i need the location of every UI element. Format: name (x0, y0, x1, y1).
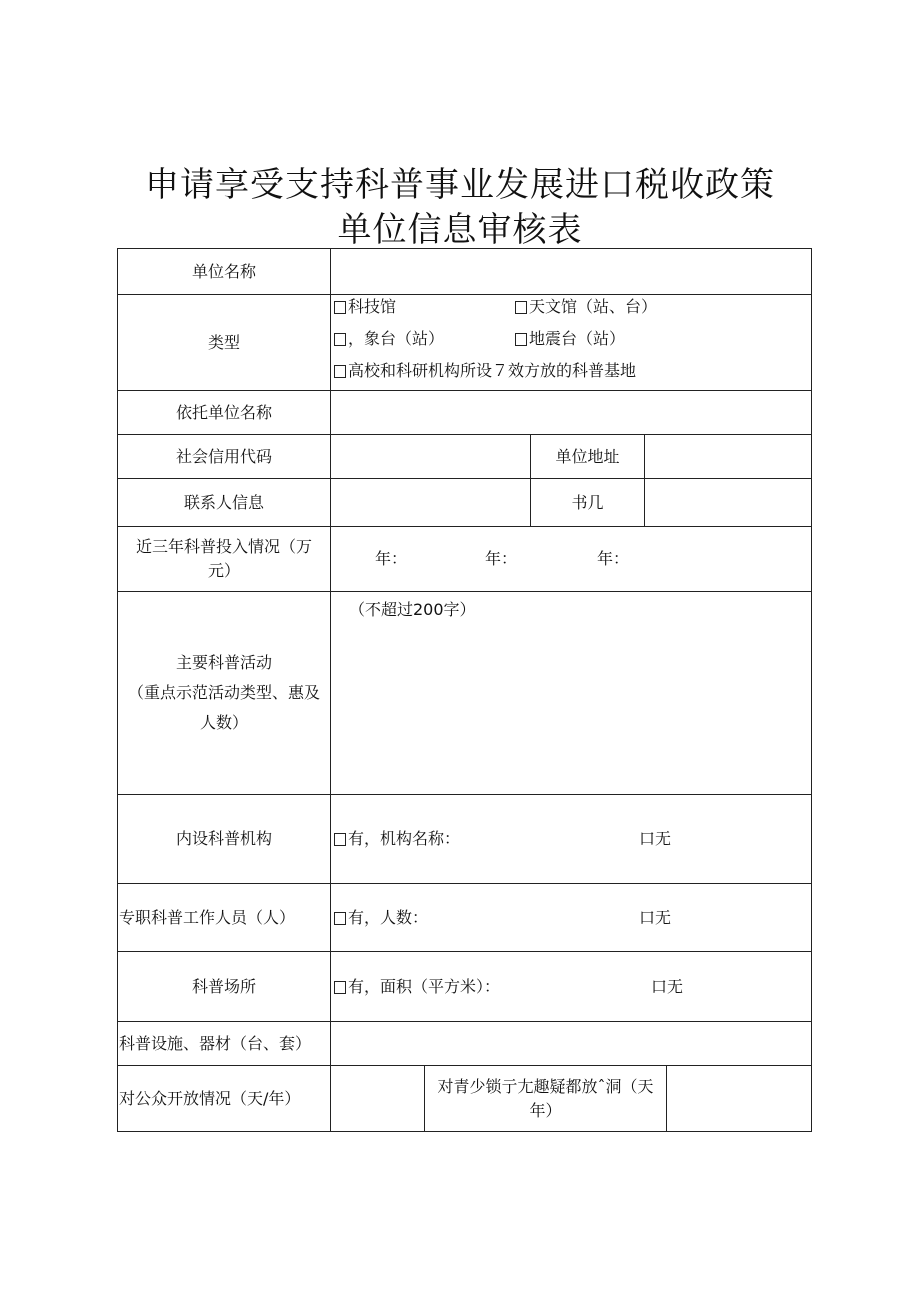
option-university-base[interactable]: 高校和科研机构所设７效方放的科普基地 (334, 359, 636, 383)
checkbox-icon[interactable] (334, 301, 346, 314)
staff-yes-option[interactable]: 有，人数： (334, 906, 428, 930)
open-days-field[interactable] (330, 1065, 425, 1132)
checkbox-icon[interactable] (334, 333, 346, 346)
activities-field[interactable] (330, 591, 812, 795)
equipment-field[interactable] (330, 1021, 812, 1066)
contact-field[interactable] (330, 478, 531, 527)
investment-label: 近三年科普投入情况（万 元） (117, 526, 331, 592)
org-label: 内设科普机构 (117, 794, 331, 884)
investment-year-1: 年： (375, 549, 408, 568)
credit-code-label: 社会信用代码 (117, 434, 331, 479)
option-meteorological-station[interactable]: ，象台（站） (334, 327, 444, 351)
investment-year-2: 年： (485, 549, 518, 568)
org-no-option[interactable]: 口无 (639, 829, 672, 848)
type-label: 类型 (117, 294, 331, 391)
venue-yes-option[interactable]: 有，面积（平方米）： (334, 975, 500, 999)
venue-field (330, 951, 812, 1022)
checkbox-icon[interactable] (515, 333, 527, 346)
venue-label: 科普场所 (117, 951, 331, 1022)
address-label: 单位地址 (530, 434, 645, 479)
open-days-label: 对公众开放情况（天/年） (117, 1065, 331, 1132)
org-field (330, 794, 812, 884)
org-yes-option[interactable]: 有，机构名称： (334, 827, 460, 851)
equipment-label: 科普设施、器材（台、套） (117, 1021, 331, 1066)
info-review-form (117, 248, 812, 1132)
checkbox-icon[interactable] (515, 301, 527, 314)
contact-label: 联系人信息 (117, 478, 331, 527)
phone-label: 书几 (530, 478, 645, 527)
form-title-line1: 申请享受支持科普事业发展进口税收政策 (145, 165, 775, 205)
type-options (330, 294, 812, 391)
investment-year-3: 年： (597, 549, 630, 568)
host-unit-label: 依托单位名称 (117, 390, 331, 435)
unit-name-field[interactable] (330, 248, 812, 295)
youth-open-days-field[interactable] (666, 1065, 812, 1132)
youth-open-days-label: 对青少锁亍尢趣疑都放ˆ洞（天 年） (424, 1065, 667, 1132)
checkbox-icon[interactable] (334, 365, 346, 378)
activities-hint: （不超过200字） (349, 600, 476, 619)
option-planetarium[interactable]: 天文馆（站、台） (515, 295, 657, 319)
unit-name-label: 单位名称 (117, 248, 331, 295)
option-science-museum[interactable]: 科技馆 (334, 295, 396, 319)
phone-field[interactable] (644, 478, 812, 527)
staff-no-option[interactable]: 口无 (639, 908, 672, 927)
checkbox-icon[interactable] (334, 912, 346, 925)
checkbox-icon[interactable] (334, 981, 346, 994)
activities-label: 主要科普活动 （重点示范活动类型、惠及 人数） (117, 591, 331, 795)
checkbox-icon[interactable] (334, 833, 346, 846)
credit-code-field[interactable] (330, 434, 531, 479)
investment-field[interactable] (330, 526, 812, 592)
staff-label: 专职科普工作人员（人） (117, 883, 331, 952)
host-unit-field[interactable] (330, 390, 812, 435)
address-field[interactable] (644, 434, 812, 479)
option-seismic-station[interactable]: 地震台（站） (515, 327, 625, 351)
form-title-line2: 单位信息审核表 (337, 210, 583, 250)
staff-field (330, 883, 812, 952)
venue-no-option[interactable]: 口无 (651, 977, 684, 996)
